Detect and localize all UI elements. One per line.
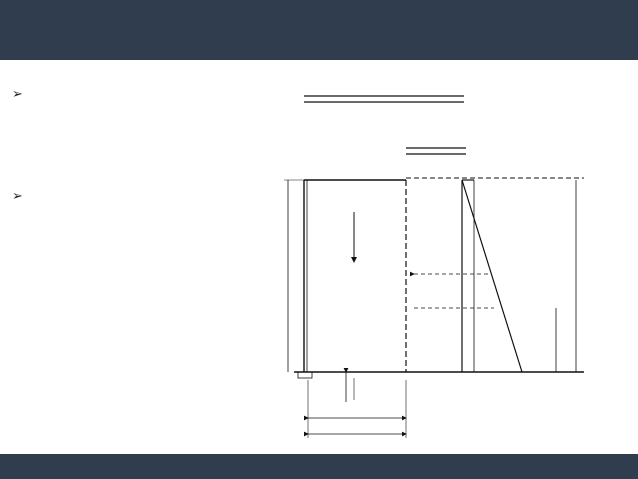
pressure-diagram	[462, 180, 522, 372]
bullet-arrow-icon: ➢	[12, 87, 23, 102]
footer-bar	[0, 454, 638, 479]
surcharge-load-lower	[406, 148, 466, 154]
vertical-loads-heading	[12, 84, 29, 108]
wall-base	[294, 372, 584, 402]
horizontal-loads-heading	[12, 186, 29, 210]
title-bar	[0, 0, 638, 60]
bullet-arrow-icon: ➢	[12, 189, 23, 204]
reinforced-soil-block	[304, 180, 406, 372]
wall-load-diagram	[284, 82, 624, 442]
surcharge-load-top	[304, 96, 464, 102]
